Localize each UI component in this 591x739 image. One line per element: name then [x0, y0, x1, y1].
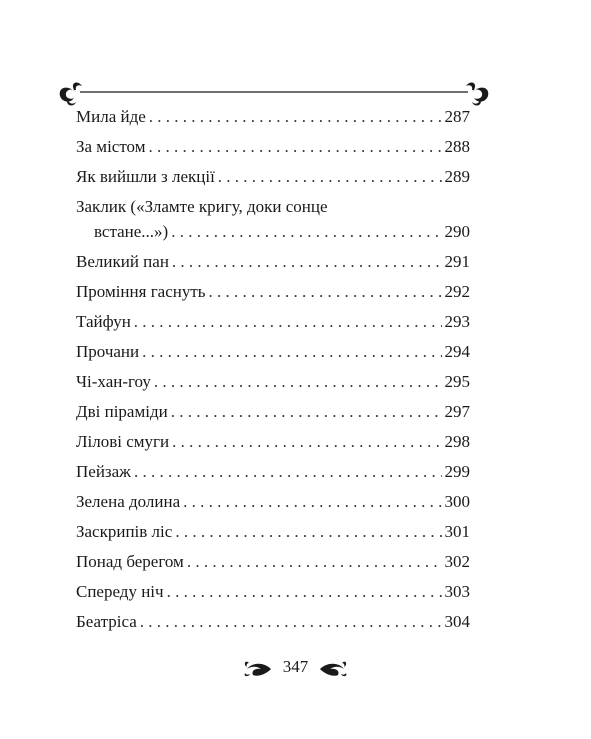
dot-leader — [134, 309, 442, 334]
dot-leader — [187, 549, 442, 574]
left-flourish-icon — [60, 83, 82, 106]
toc-entry-page: 295 — [444, 372, 470, 391]
toc-line — [76, 279, 470, 304]
toc-entry — [76, 309, 470, 334]
dot-leader — [209, 279, 442, 304]
toc-entry-page: 298 — [444, 432, 470, 451]
toc-line-continuation — [76, 219, 470, 244]
toc-line — [76, 579, 470, 604]
toc-entry — [76, 519, 470, 544]
toc-entry — [76, 549, 470, 574]
toc-entry-page: 299 — [444, 462, 470, 481]
toc-entry-title: Проміння гаснуть — [76, 282, 206, 301]
toc-entry — [76, 104, 470, 129]
dot-leader — [172, 429, 441, 454]
right-flourish-icon — [466, 83, 488, 106]
page-footer — [0, 655, 591, 679]
toc-entry — [76, 369, 470, 394]
toc-entry — [76, 609, 470, 634]
toc-line — [76, 549, 470, 574]
toc-entry-title: Беатріса — [76, 612, 137, 631]
dot-leader — [140, 609, 442, 634]
dot-leader — [148, 134, 441, 159]
toc-entry-page: 301 — [444, 522, 470, 541]
dot-leader — [154, 369, 442, 394]
toc-line — [76, 249, 470, 274]
toc-entry-page: 291 — [444, 252, 470, 271]
toc-entry-title: За містом — [76, 137, 146, 156]
swirl-ornament-right-icon — [316, 655, 350, 679]
dot-leader — [175, 519, 441, 544]
toc-entry — [76, 459, 470, 484]
toc-entry — [76, 279, 470, 304]
dot-leader — [218, 164, 442, 189]
toc-line — [76, 134, 470, 159]
dot-leader — [171, 219, 441, 244]
toc-line — [76, 194, 470, 219]
toc-entry — [76, 399, 470, 424]
toc-entry-title-continuation: встане...») — [94, 222, 169, 241]
toc-entry-page: 290 — [444, 222, 470, 241]
table-of-contents — [76, 104, 470, 639]
dot-leader — [142, 339, 441, 364]
toc-entry-title: Дві піраміди — [76, 402, 168, 421]
toc-entry-page: 303 — [444, 582, 470, 601]
toc-entry-title: Лілові смуги — [76, 432, 170, 451]
toc-entry — [76, 164, 470, 189]
toc-entry — [76, 579, 470, 604]
dot-leader — [134, 459, 442, 484]
toc-entry-title: Тайфун — [76, 312, 131, 331]
dot-leader — [167, 579, 442, 604]
toc-entry — [76, 429, 470, 454]
toc-entry-title: Мила йде — [76, 107, 146, 126]
toc-line — [76, 104, 470, 129]
toc-line — [76, 459, 470, 484]
toc-entry-title: Зелена долина — [76, 492, 181, 511]
toc-entry-page: 293 — [444, 312, 470, 331]
toc-entry — [76, 249, 470, 274]
dot-leader — [172, 249, 442, 274]
toc-entry — [76, 489, 470, 514]
toc-entry-title: Заклик («Зламте кригу, доки сонце — [76, 197, 328, 216]
toc-entry-page: 294 — [444, 342, 470, 361]
toc-entry-page: 287 — [444, 107, 470, 126]
toc-entry-page: 300 — [444, 492, 470, 511]
toc-entry — [76, 339, 470, 364]
swirl-ornament-left-icon — [241, 655, 275, 679]
toc-entry-title: Заскрипів ліс — [76, 522, 173, 541]
dot-leader — [183, 489, 441, 514]
page-number: 347 — [282, 657, 309, 676]
toc-entry-title: Як вийшли з лекції — [76, 167, 215, 186]
toc-line — [76, 369, 470, 394]
toc-entry-title: Чі-хан-гоу — [76, 372, 151, 391]
dot-leader — [149, 104, 442, 129]
toc-entry-title: Великий пан — [76, 252, 169, 271]
toc-entry-title: Спереду ніч — [76, 582, 164, 601]
toc-line — [76, 429, 470, 454]
toc-line — [76, 609, 470, 634]
toc-line — [76, 519, 470, 544]
toc-entry-page: 288 — [444, 137, 470, 156]
toc-entry-title: Понад берегом — [76, 552, 184, 571]
toc-line — [76, 489, 470, 514]
toc-entry-page: 289 — [444, 167, 470, 186]
dot-leader — [171, 399, 442, 424]
toc-entry-page: 302 — [444, 552, 470, 571]
toc-entry-page: 297 — [444, 402, 470, 421]
toc-entry — [76, 134, 470, 159]
toc-line — [76, 309, 470, 334]
toc-line — [76, 399, 470, 424]
toc-entry-page: 304 — [444, 612, 470, 631]
toc-entry-title: Прочани — [76, 342, 140, 361]
toc-line — [76, 339, 470, 364]
toc-entry-page: 292 — [444, 282, 470, 301]
toc-entry-title: Пейзаж — [76, 462, 131, 481]
toc-line — [76, 164, 470, 189]
toc-entry — [76, 194, 470, 244]
